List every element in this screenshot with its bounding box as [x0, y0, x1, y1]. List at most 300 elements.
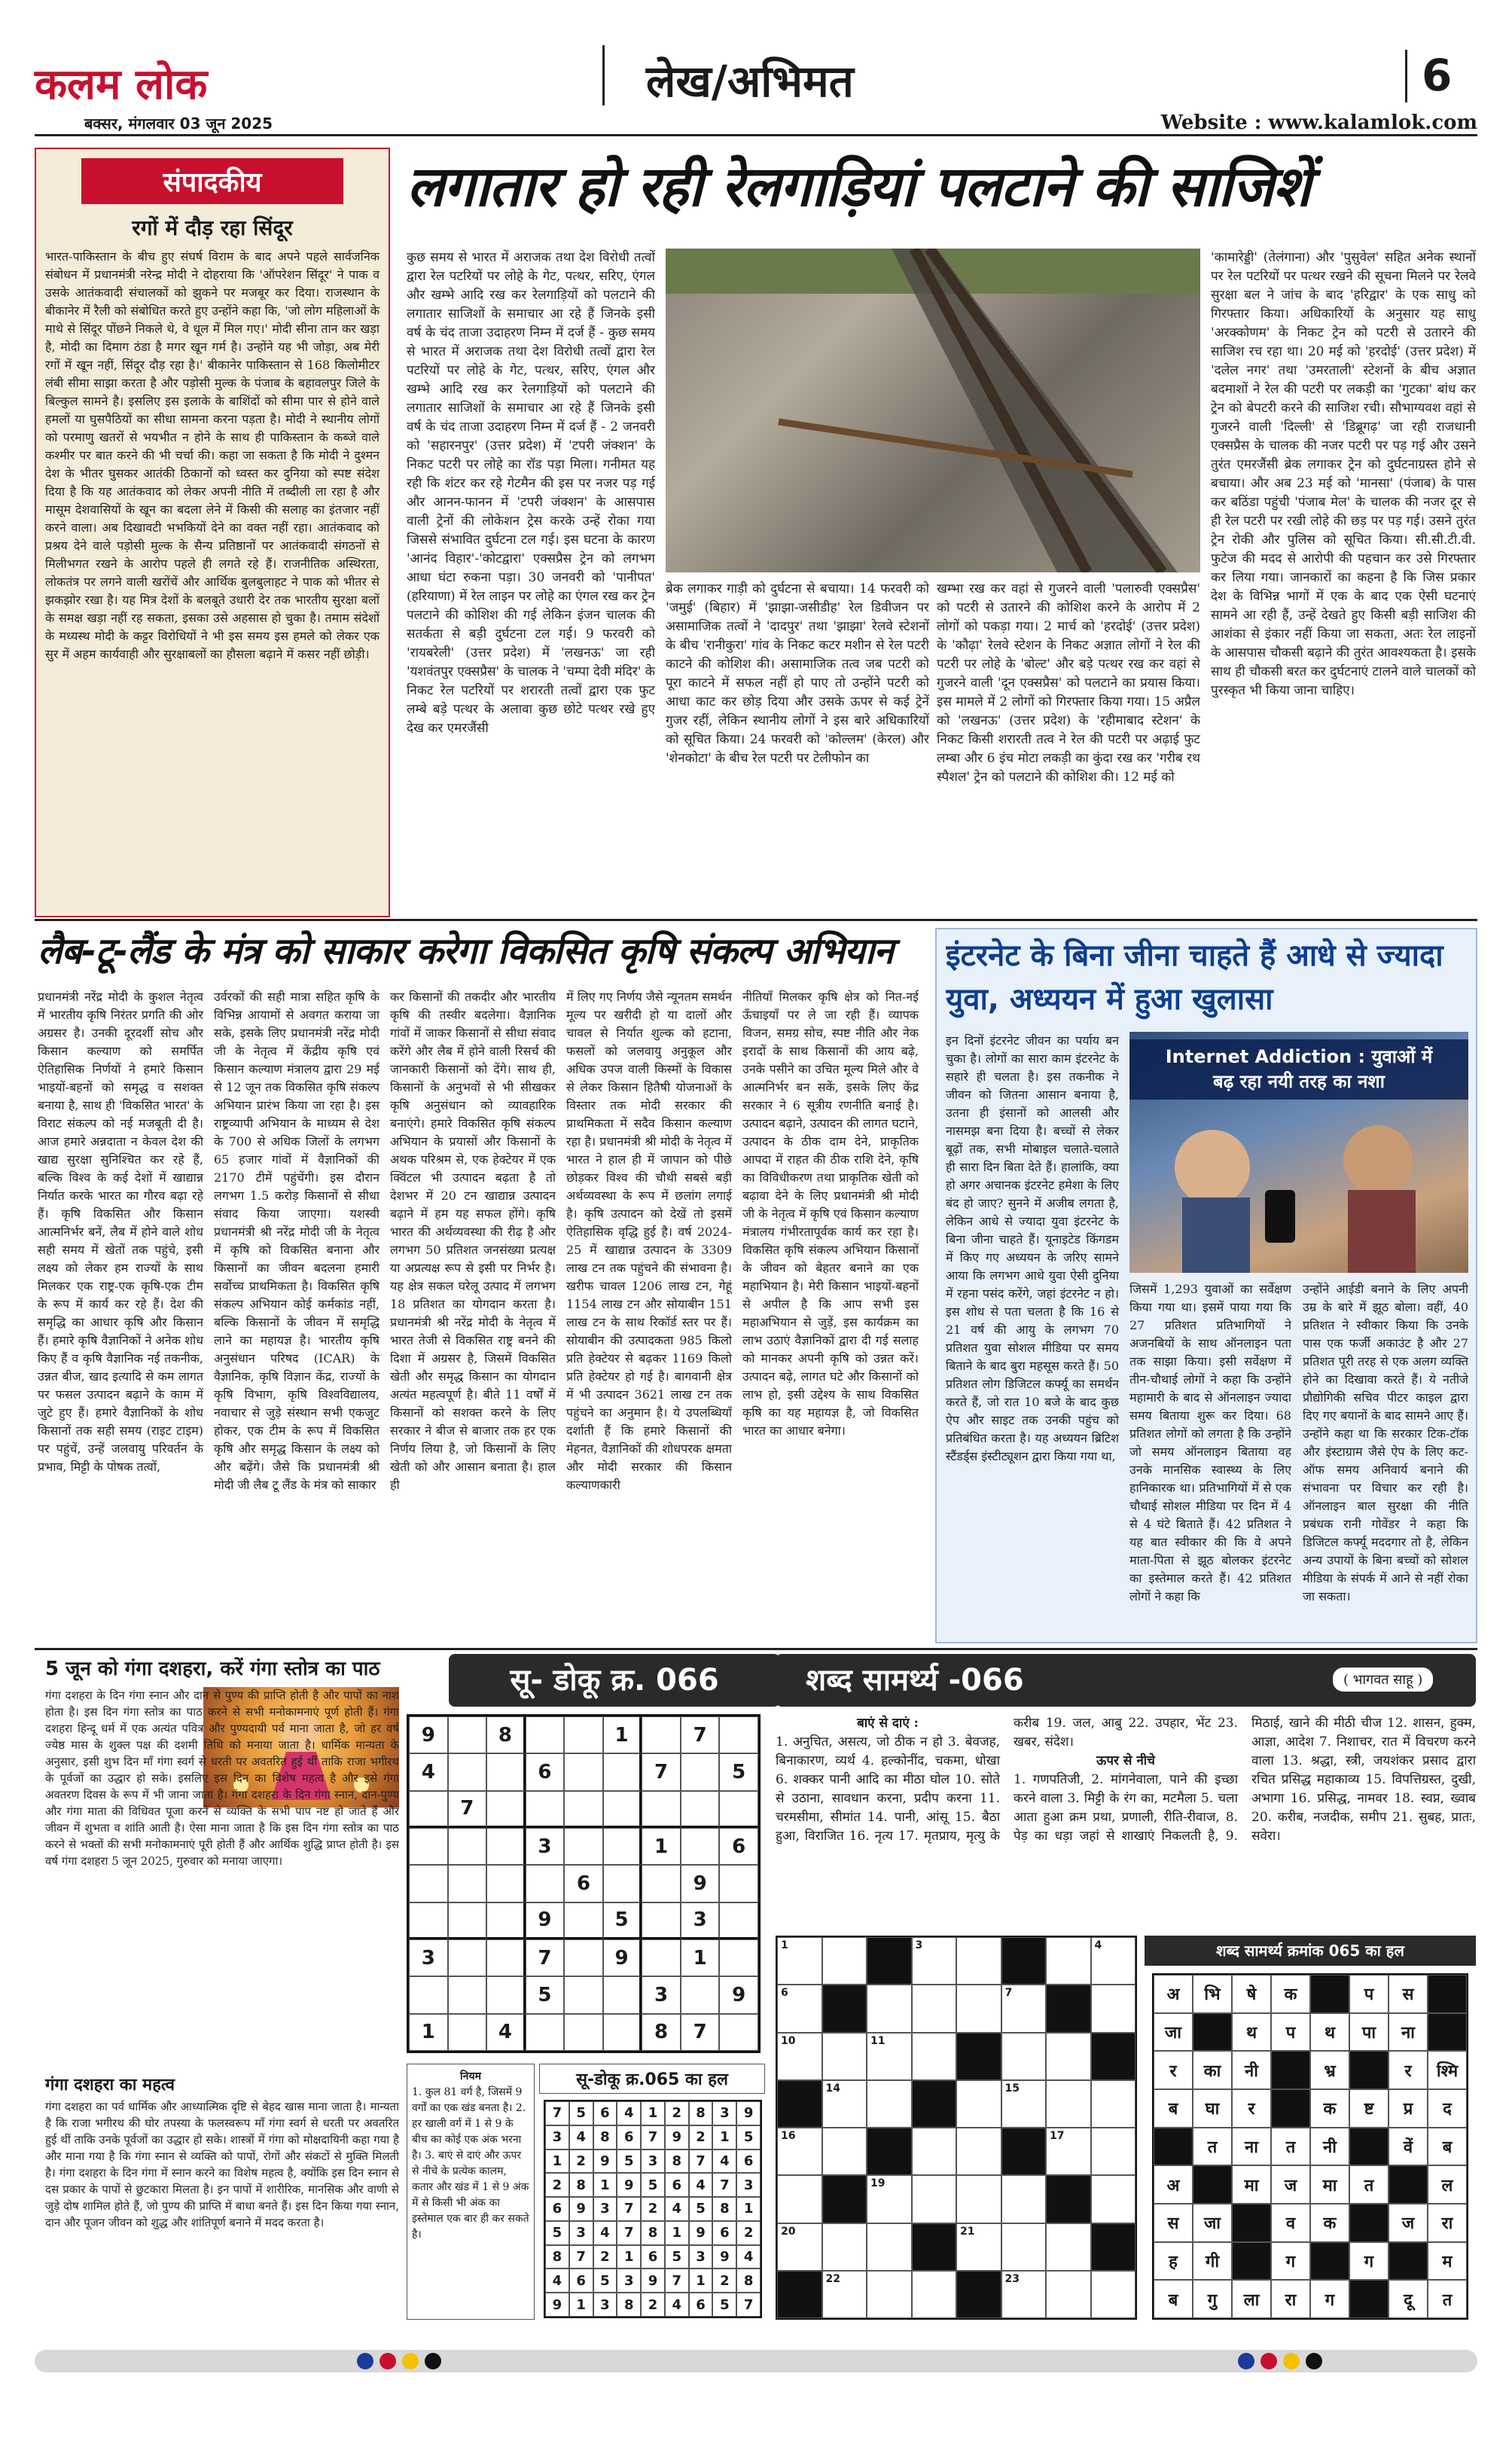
crossword-prev-cell: क — [1310, 2089, 1349, 2128]
sudoku-solution-cell: 2 — [569, 2150, 593, 2174]
sudoku-cell[interactable] — [603, 1865, 642, 1902]
rail-col-3: खम्भा रख कर वहां से गुजरने वाली 'पलारुवी एक्सप्रैस' को पटरी से उतारने की कोशिश करने के आरोप में 2 लोगों को पकड़ा गया। 2 मार्च को 'हरदोई' (उत्तर प्रदेश) के 'कौढ़ा' रेलवे स्टेशन के निकट अज्ञात लोगों ने रेल की पटरी पर लोहे के 'बोल्ट' और बड़े पत्थर रख कर वहां से गुजरने वाली 'दून एक्सप्रैस' को पलटाने का प्रयास किया। इस मामले में 2 लोगों को गिरफ्तार किया गया। 15 अप्रैल को 'लखनऊ' (उत्तर प्रदेश) के 'रहीमाबाद स्टेशन' के निकट किसी शरारती तत्व ने रेल की पटरी पर अढ़ाई फुट लम्बा और 6 इंच मोटा लकड़ी का कुंदा रख कर 'गरीब रथ स्पैशल' ट्रेन को पलटाने की कोशिश की। 12 मई को — [937, 581, 1200, 785]
sudoku-solution-cell: 6 — [617, 2125, 641, 2150]
sudoku-cell[interactable]: 7 — [526, 1939, 565, 1976]
crossword-prev-cell: त — [1193, 2128, 1232, 2166]
sudoku-solution-cell: 1 — [689, 2269, 713, 2293]
sudoku-solution-cell: 8 — [665, 2150, 689, 2174]
crossword-prev-cell: थ — [1310, 2013, 1349, 2052]
sudoku-solution-cell: 8 — [641, 2221, 665, 2245]
sudoku-cell[interactable] — [603, 1828, 642, 1865]
sudoku-cell[interactable] — [409, 1902, 448, 1939]
sudoku-solution-cell: 9 — [617, 2173, 641, 2197]
sudoku-solution-cell: 7 — [617, 2197, 641, 2221]
crossword-prev-cell: ग — [1310, 2280, 1349, 2318]
sudoku-cell[interactable] — [486, 1753, 526, 1790]
sudoku-cell[interactable] — [448, 1976, 487, 2013]
crossword-cell[interactable] — [912, 2175, 957, 2223]
sudoku-solution-cell: 6 — [665, 2173, 689, 2197]
sudoku-rules-title: नियम — [460, 2070, 481, 2082]
sudoku-cell[interactable]: 4 — [486, 2014, 526, 2051]
sudoku-solution-title: सू-डोकू क्र.065 का हल — [539, 2064, 765, 2094]
sudoku-solution-cell: 5 — [569, 2101, 593, 2125]
crossword-cell[interactable]: 11 — [867, 2033, 912, 2080]
sudoku-cell[interactable] — [564, 1976, 603, 2013]
crossword-cell[interactable] — [1091, 2033, 1136, 2080]
sudoku-cell[interactable] — [409, 1976, 448, 2013]
sudoku-solution-cell: 5 — [617, 2150, 641, 2174]
website-link[interactable]: Website : www.kalamlok.com — [1160, 111, 1477, 134]
sudoku-solution-cell: 1 — [545, 2150, 569, 2174]
sudoku-cell[interactable]: 1 — [681, 1939, 720, 1976]
crossword-prev-cell — [1428, 2013, 1467, 2052]
crossword-cell[interactable] — [1001, 2175, 1047, 2223]
sudoku-solution-cell: 5 — [712, 2293, 736, 2317]
crossword-prev-cell — [1232, 2204, 1271, 2242]
crossword-cell[interactable]: 22 — [822, 2271, 867, 2318]
ganga-intro: गंगा दशहरा के दिन गंगा स्नान और दान से पुण्य की प्राप्ति होती है और पापों का नाश होता है। इस दिन गंगा स्तोत्र का पाठ करने से सभी मनोकामनाएं पूर्ण होती हैं। गंगा दशहरा हिन्दू धर्म में एक अत्यंत पवित्र और पुण्यदायी पर्व माना जाता है, जो हर वर्ष ज्येष्ठ मास के शुक्ल पक्ष की दशमी तिथि को मनाया जाता है। धार्मिक मान्यता के अनुसार, इसी शुभ दिन माँ गंगा स्वर्ग से धरती पर अवतरित हुई थीं ताकि राजा भगीरथ के पूर्वजों का उद्धार हो सके। इसलिए इस दिन का विशेष महत्व है और इसे गंगा अवतरण दिवस के रूप में भी जाना जाता है। गंगा दशहरा के दिन गंगा स्नान, दान-पुण्य और गंगा माता की विधिवत पूजा करने से व्यक्ति के सभी पाप नष्ट हो जाते हैं और जीवन में शुभता व शांति आती है। ऐसा माना जाता है कि इस दिन गंगा स्तोत्र का पाठ करने से भक्तों की सभी मनोकामनाएं पूरी होती हैं और आर्थिक शुद्धि प्राप्त होती है। इस वर्ष गंगा दशहरा 5 जून 2025, गुरुवार को मनाया जाएगा। — [45, 1689, 399, 1868]
sudoku-cell[interactable] — [486, 1865, 526, 1902]
sudoku-solution-cell: 8 — [569, 2173, 593, 2197]
crossword-prev-cell: क — [1271, 1975, 1310, 2013]
sudoku-cell[interactable] — [564, 2014, 603, 2051]
sudoku-cell[interactable]: 8 — [642, 2014, 681, 2051]
sudoku-cell[interactable] — [448, 1939, 487, 1976]
sudoku-solution-cell: 6 — [545, 2197, 569, 2221]
crossword-cell[interactable]: 10 — [777, 2033, 822, 2080]
sudoku-cell[interactable]: 1 — [642, 1828, 681, 1865]
crossword-cell[interactable] — [956, 1985, 1001, 2032]
sudoku-solution-cell: 3 — [569, 2221, 593, 2245]
crossword-cell[interactable] — [1001, 2033, 1047, 2080]
crossword-prev-cell: अ — [1154, 2165, 1193, 2204]
crossword-cell[interactable]: 17 — [1046, 2128, 1091, 2175]
rail-track-photo — [666, 249, 1200, 572]
sudoku-solution-cell: 2 — [593, 2245, 617, 2269]
down-clues: 1. गणपतिजी, 2. मांगनेवाला, पाने की इच्छा करने वाला 3. मिट्टी के रंग का, मटमैला 5. चला आता हुआ क्रम प्रथा, प्रणाली, रीति-रीवाज, 8. पेड़ का धड़ा जहां से शाखाएं निकलती है, 9. मिठाई, खाने की मीठी चीज 12. शासन, हुक्म, आज्ञा, आदेश 7. निशाचर, रात में विचरण करने वाला 13. श्रद्धा, स्त्री, जयशंकर प्रसाद द्वारा रचित प्रसिद्ध महाकाव्य 15. विपत्तिग्रस्त, दुखी, अभागा 16. प्रसिद्ध, नामवर 18. स्वप्न, ख्वाब 20. करीब, नजदीक, समीप 21. सुबह, प्रातः, सवेरा। — [1014, 1716, 1476, 1844]
krishi-col-2: उर्वरकों की सही मात्रा सहित कृषि के विभिन्न आयामों से अवगत कराया जा सके, इसके लिए प्रधानमंत्री नरेंद्र मोदी जी के नेतृत्व में केंद्रीय कृषि एवं किसान कल्याण मंत्रालय द्वारा 29 मई से 12 जून तक विकसित कृषि संकल्प अभियान प्रारंभ किया जा रहा है। इस राष्ट्रव्यापी अभियान के माध्यम से देश के 700 से अधिक जिलों के लगभग 65 हजार गांवों में वैज्ञानिकों की 2170 टीमें पहुंचेंगी। इस दौरान लगभग 1.5 करोड़ किसानों से सीधा संवाद किया जाएगा। यशस्वी प्रधानमंत्री श्री नरेंद्र मोदी जी के नेतृत्व में कृषि को विकसित बनाना और किसानों का जीवन बदलना हमारी सर्वोच्च प्राथमिकता है। विकसित कृषि संकल्प अभियान कोई कर्मकांड नहीं, बल्कि किसानों के जीवन में समृद्धि लाने का महायज्ञ है। भारतीय कृषि अनुसंधान परिषद (ICAR) के वैज्ञानिक, कृषि विज्ञान केंद्र, राज्यों के कृषि विभाग, कृषि विश्वविद्यालय, नवाचार से जुड़े संस्थान सभी एकजुट होकर, एक टीम के रूप में विकसित कृषि और समृद्ध किसान के लक्ष्य को और बढ़ेंगे। जैसे कि प्रधानमंत्री श्री मोदी जी लैब टू लैंड के मंत्र को साकार — [214, 990, 380, 1492]
sudoku-cell[interactable]: 3 — [526, 1828, 565, 1865]
crossword-cell[interactable] — [956, 2128, 1001, 2175]
crossword-prev-cell: म — [1428, 2242, 1467, 2281]
crossword-prev-cell: पा — [1349, 2013, 1389, 2052]
ganga-subhead: गंगा दशहरा का महत्व — [45, 2076, 175, 2095]
sudoku-solution-cell: 7 — [641, 2125, 665, 2150]
sudoku-cell[interactable] — [486, 1939, 526, 1976]
sudoku-grid[interactable] — [407, 1714, 761, 2053]
crossword-cell[interactable] — [912, 2128, 957, 2175]
sudoku-solution-cell: 2 — [665, 2101, 689, 2125]
sudoku-cell[interactable]: 9 — [603, 1939, 642, 1976]
sudoku-solution-cell: 2 — [689, 2125, 713, 2150]
sudoku-solution-cell: 9 — [689, 2221, 713, 2245]
sudoku-cell[interactable] — [681, 1753, 720, 1790]
sudoku-solution-cell: 6 — [712, 2221, 736, 2245]
sudoku-cell[interactable] — [448, 1902, 487, 1939]
crossword-cell[interactable]: 23 — [1001, 2271, 1047, 2318]
newspaper-brand: कलम लोक — [35, 60, 208, 109]
sudoku-cell[interactable] — [564, 1791, 603, 1828]
crossword-cell[interactable]: 1 — [777, 1937, 822, 1985]
sudoku-solution-cell: 3 — [712, 2101, 736, 2125]
sudoku-cell[interactable] — [448, 1753, 487, 1790]
crossword-cell[interactable]: 4 — [1091, 1937, 1136, 1985]
crossword-cell[interactable] — [867, 2128, 912, 2175]
crossword-cell[interactable] — [867, 2271, 912, 2318]
sudoku-solution-cell: 9 — [545, 2293, 569, 2317]
crossword-cell[interactable] — [956, 2175, 1001, 2223]
sudoku-cell[interactable] — [642, 1716, 681, 1753]
masthead-rule — [35, 134, 1477, 136]
sudoku-cell[interactable]: 7 — [642, 1753, 681, 1790]
crossword-cell[interactable] — [867, 2080, 912, 2128]
crossword-cell[interactable] — [1091, 1985, 1136, 2032]
crossword-author: ( भागवत साहू ) — [1333, 1667, 1433, 1692]
sudoku-cell[interactable] — [526, 1716, 565, 1753]
crossword-prev-cell: प्र — [1389, 2089, 1428, 2128]
sudoku-cell[interactable]: 3 — [642, 1976, 681, 2013]
crossword-prev-cell — [1389, 2165, 1428, 2204]
sudoku-title: सू- डोकू क्र. 066 — [449, 1654, 780, 1707]
sudoku-cell[interactable]: 5 — [719, 1753, 758, 1790]
sudoku-solution-cell: 1 — [712, 2125, 736, 2150]
sudoku-cell[interactable]: 6 — [719, 1828, 758, 1865]
rail-col-2: ब्रेक लगाकर गाड़ी को दुर्घटना से बचाया। 14 फरवरी को 'जमुई' (बिहार) में 'झाझा-जसीडीह' रेल डिवीजन पर असामाजिक तत्वों ने 'दादपुर' तथा 'झाझा' रेलवे स्टेशनों के बीच 'रानीकुरा' गांव के निकट कटर मशीन से रेल पटरी काटने की कोशिश की। असामाजिक तत्व जब पटरी को पूरा काटने में सफल नहीं हो पाए तो उन्होंने पटरी को आधा काट कर छोड़ दिया और उसके ऊपर से कई ट्रेनें गुजर रहीं, लेकिन स्थानीय लोगों ने इस बारे अधिकारियों को सूचित किया। 24 फरवरी को 'कोल्लम' (केरल) और 'शेनकोटा' के बीच रेल पटरी पर टेलीफोन का — [666, 581, 929, 766]
crossword-cell[interactable] — [777, 2271, 822, 2318]
sudoku-solution-cell: 1 — [665, 2221, 689, 2245]
sudoku-solution-cell: 8 — [593, 2125, 617, 2150]
sudoku-cell[interactable] — [719, 1716, 758, 1753]
crossword-prev-cell: श्मि — [1428, 2051, 1467, 2089]
sudoku-solution-cell: 3 — [617, 2269, 641, 2293]
sudoku-cell[interactable]: 9 — [681, 1865, 720, 1902]
krishi-headline: लैब-टू-लैंड के मंत्र को साकार करेगा विकसित कृषि संकल्प अभियान — [38, 930, 893, 972]
crossword-prev-cell: जा — [1193, 2204, 1232, 2242]
sudoku-cell[interactable]: 5 — [526, 1976, 565, 2013]
sudoku-solution-cell: 4 — [617, 2101, 641, 2125]
crossword-cell[interactable] — [822, 1985, 867, 2032]
crossword-cell[interactable] — [1091, 2271, 1136, 2318]
crossword-prev-cell: द — [1428, 2089, 1467, 2128]
sudoku-cell[interactable] — [564, 1753, 603, 1790]
crossword-cell[interactable] — [1046, 1985, 1091, 2032]
sudoku-solution-cell: 2 — [641, 2197, 665, 2221]
sudoku-cell[interactable] — [526, 2014, 565, 2051]
sudoku-solution-cell: 4 — [665, 2293, 689, 2317]
sudoku-solution-cell: 9 — [712, 2245, 736, 2269]
sudoku-solution-cell: 8 — [712, 2197, 736, 2221]
crossword-prev-cell — [1349, 2051, 1389, 2089]
crossword-cell[interactable] — [822, 2128, 867, 2175]
internet-headline: इंटरनेट के बिना जीना चाहते हैं आधे से ज्यादा युवा, अध्ययन में हुआ खुलासा — [946, 938, 1443, 1017]
sudoku-solution-cell: 3 — [689, 2245, 713, 2269]
crossword-cell[interactable] — [912, 2033, 957, 2080]
crossword-cell[interactable]: 19 — [867, 2175, 912, 2223]
editorial-title: रगों में दौड़ रहा सिंदूर — [132, 215, 293, 240]
crossword-prev-cell: षे — [1232, 1975, 1271, 2013]
across-clues: 1. अनुचित, असत्य, जो ठीक न हो 3. बेवजह, बिनाकारण, व्यर्थ 4. हल्कोनींद, चकमा, धोखा 6. शक्कर पानी आदि का मीठा घोल 10. सोते से उठाना, सावधान करना, प्रदीप करना 11. चरमसीमा, सीमांत 14. पानी, आंसू 15. बैठा हुआ, विराजित 16. नृत्य 17. मृतप्राय, मृत्यु के करीब 19. जल, आबु 22. उपहार, भेंट 23. खबर, संदेश। — [776, 1716, 1238, 1844]
internet-col-3: उन्होंने आईडी बनाने के लिए अपनी उम्र के बारे में झूठ बोला। वहीं, 40 प्रतिशत ने स्वीकार किया कि उनके पास एक फर्जी अकाउंट है और 27 प्रतिशत पूरी तरह से एक अलग व्यक्ति होने का दिखावा करते हैं। ये नतीजे प्रौद्योगिकी सचिव पीटर काइल द्वारा दिए गए बयानों के बाद सामने आए हैं। उन्होंने कहा था कि सरकार टिक-टॉक और इंस्टाग्राम जैसे ऐप के लिए कट-ऑफ समय अनिवार्य बनाने की संभावना पर विचार कर रही है। ऑनलाइन बाल सुरक्षा की नीति प्रबंधक रानी गोवेंडर ने कहा कि डिजिटल कर्फ्यू मददगार तो है, लेकिन अन्य उपायों के बिना बच्चों को सोशल मीडिया के संपर्क में आने से नहीं रोका जा सकता। — [1303, 1282, 1468, 1603]
sudoku-solution-cell: 4 — [665, 2197, 689, 2221]
crossword-cell[interactable] — [1046, 2223, 1091, 2271]
crossword-cell[interactable] — [956, 2033, 1001, 2080]
crossword-prev-cell: ला — [1232, 2280, 1271, 2318]
crossword-cell[interactable] — [867, 1985, 912, 2032]
sudoku-cell[interactable] — [448, 1828, 487, 1865]
crossword-prev-cell: मा — [1232, 2165, 1271, 2204]
crossword-clue-box — [776, 1714, 1476, 1925]
sudoku-solution-cell: 5 — [736, 2125, 761, 2150]
crossword-prev-cell: ज — [1271, 2165, 1310, 2204]
sudoku-cell[interactable] — [603, 2014, 642, 2051]
crossword-prev-cell: ब — [1428, 2128, 1467, 2166]
sudoku-solution-cell: 2 — [712, 2269, 736, 2293]
sudoku-cell[interactable] — [681, 1828, 720, 1865]
crossword-cell[interactable] — [956, 2271, 1001, 2318]
sudoku-cell[interactable] — [564, 1939, 603, 1976]
sudoku-solution-cell: 3 — [593, 2197, 617, 2221]
crossword-cell[interactable] — [1001, 1937, 1047, 1985]
crossword-cell[interactable] — [867, 2223, 912, 2271]
crossword-grid[interactable] — [776, 1936, 1137, 2320]
sudoku-cell[interactable]: 9 — [409, 1716, 448, 1753]
sudoku-cell[interactable]: 7 — [681, 2014, 720, 2051]
sudoku-cell[interactable] — [486, 1791, 526, 1828]
crossword-prev-cell: त — [1428, 2280, 1467, 2318]
crossword-title: शब्द सामर्थ्य -066 — [806, 1663, 1024, 1698]
sudoku-cell[interactable] — [719, 2014, 758, 2051]
sudoku-solution-cell: 7 — [665, 2269, 689, 2293]
crossword-cell[interactable]: 3 — [912, 1937, 957, 1985]
crossword-prev-cell: ना — [1232, 2128, 1271, 2166]
crossword-prev-cell: ल — [1428, 2165, 1467, 2204]
sudoku-cell[interactable]: 6 — [564, 1865, 603, 1902]
crossword-cell[interactable] — [822, 2223, 867, 2271]
krishi-col-1: प्रधानमंत्री नरेंद्र मोदी के कुशल नेतृत्व में भारतीय कृषि निरंतर प्रगति की ओर अग्रसर है। उनकी दूरदर्शी सोच और किसान कल्याण को समर्पित ऐतिहासिक निर्णयों ने हमारे किसान भाइयों-बहनों को समृद्ध व सशक्त बनाया है, साथ ही 'विकसित भारत' के विराट संकल्प को नई मजबूती दी है। आज हमारे अन्नदाता न केवल देश की खाद्य सुरक्षा सुनिश्चित कर रहे हैं, बल्कि विश्व के कई देशों में खाद्यान्न निर्यात करके भारत का गौरव बढ़ा रहे हैं। कृषि विकसित और किसान आत्मनिर्भर बनें, लैब में होने वाले शोध सही समय में खेतों तक पहुंचे, इसी लक्ष्य को लेकर हम राज्यों के साथ मिलकर एक राष्ट्र-एक कृषि-एक टीम के रूप में कार्य कर रहे हैं। देश की समृद्धि का आधार कृषि और किसान हैं। हमारे कृषि वैज्ञानिकों ने अनेक शोध किए हैं व कृषि वैज्ञानिक नई तकनीक, उन्नत बीज, खाद इत्यादि से कम लागत पर फसल उत्पादन बढ़ाने के काम में जुटे हुए हैं। हमारे वैज्ञानिकों के शोध किसानों तक सही समय (राइट टाइम) पर पहुंचें, उन्हें जलवायु परिवर्तन के प्रभाव, मिट्टी के पोषक तत्वों, — [38, 990, 203, 1474]
crossword-prev-cell: ना — [1389, 2013, 1428, 2052]
sudoku-cell[interactable]: 9 — [719, 1976, 758, 2013]
footer-color-dots-left — [354, 2353, 444, 2372]
internet-photo — [1129, 1032, 1468, 1273]
crossword-cell[interactable] — [912, 1985, 957, 2032]
crossword-prev-grid — [1152, 1973, 1468, 2320]
crossword-prev-cell — [1349, 2128, 1389, 2166]
sudoku-solution-cell: 7 — [545, 2101, 569, 2125]
crossword-cell[interactable] — [1001, 2223, 1047, 2271]
crossword-prev-cell: प — [1271, 2013, 1310, 2052]
sudoku-solution-cell: 9 — [593, 2150, 617, 2174]
page-number: 6 — [1422, 50, 1453, 101]
sudoku-cell[interactable]: 7 — [681, 1716, 720, 1753]
sudoku-solution-cell: 4 — [569, 2125, 593, 2150]
sudoku-cell[interactable] — [719, 1939, 758, 1976]
sudoku-cell[interactable] — [642, 1865, 681, 1902]
crossword-cell[interactable]: 15 — [1001, 2080, 1047, 2128]
crossword-cell[interactable] — [956, 1937, 1001, 1985]
sudoku-rules-box — [407, 2064, 535, 2320]
sudoku-cell[interactable] — [564, 1902, 603, 1939]
sudoku-cell[interactable]: 1 — [409, 2014, 448, 2051]
sudoku-cell[interactable]: 4 — [409, 1753, 448, 1790]
crossword-cell[interactable] — [912, 2271, 957, 2318]
crossword-prev-cell: ग — [1271, 2242, 1310, 2281]
sudoku-cell[interactable] — [564, 1828, 603, 1865]
sudoku-cell[interactable] — [409, 1828, 448, 1865]
section-title: लेख/अभिमत — [646, 56, 854, 107]
sudoku-cell[interactable] — [526, 1865, 565, 1902]
krishi-col-4: में लिए गए निर्णय जैसे न्यूनतम समर्थन मूल्य पर खरीदी हो या दालों और चावल से निर्यात शुल्क को हटाना, फसलों को जलवायु अनुकूल और अधिक उपज वाली किस्मों के विकास से लेकर किसान हितैषी योजनाओं के विस्तार तक मोदी सरकार की प्राथमिकता में सदैव किसान कल्याण रहा है। प्रधानमंत्री श्री मोदी के नेतृत्व में भारत ने हाल ही में जापान को पीछे छोड़कर विश्व की चौथी सबसे बड़ी अर्थव्यवस्था के रूप में छलांग लगाई है। कृषि उत्पादन को देखें तो इसमें ऐतिहासिक वृद्धि हुई है। वर्ष 2024-25 में खाद्यान्न उत्पादन के 3309 लाख टन तक पहुंचने की संभावना है। खरीफ चावल 1206 लाख टन, गेहूं 1154 लाख टन और सोयाबीन 151 लाख टन के साथ रिकॉर्ड स्तर पर हैं। सोयाबीन की उत्पादकता 985 किलो प्रति हेक्टेयर से बढ़कर 1169 किलो प्रति हेक्टेयर हो गई है। बागवानी क्षेत्र में भी उत्पादन 3621 लाख टन तक पहुंचने का अनुमान है। ये उपलब्धियाँ दर्शाती हैं कि हमारे किसानों की मेहनत, वैज्ञानिकों की शोधपरक क्षमता और मोदी सरकार की किसान कल्याणकारी — [566, 990, 732, 1492]
crossword-prev-cell — [1428, 1975, 1467, 2013]
crossword-prev-cell — [1154, 2128, 1193, 2166]
sudoku-solution-cell: 6 — [736, 2150, 761, 2174]
sudoku-cell[interactable] — [448, 1865, 487, 1902]
sudoku-cell[interactable] — [448, 1716, 487, 1753]
internet-col-1: इन दिनों इंटरनेट जीवन का पर्याय बन चुका है। लोगों का सारा काम इंटरनेट के सहारे ही चलता है। इस तकनीक ने जीवन को जितना आसान बनाया है, उतना ही इंसानों को आलसी और नासमझ बना दिया है। बच्चों से लेकर बूढ़ों तक, सभी मोबाइल चलाते-चलाते ही सारा दिन बिता देते हैं। हालांकि, क्या हो अगर अचानक इंटरनेट हमेशा के लिए बंद हो जाए? सुनने में अजीब लगता है, लेकिन आधे से ज्यादा युवा इंटरनेट के बिना जीना चाहते हैं। यूनाइटेड किंगडम में किए गए अध्ययन के जरिए सामने आया कि लगभग आधे युवा ऐसी दुनिया में रहना पसंद करेंगे, जहां इंटरनेट न हो। इस शोध से पता चलता है कि 16 से 21 वर्ष की आयु के लगभग 70 प्रतिशत युवा सोशल मीडिया पर समय बिताने के बाद बुरा महसूस करते हैं। 50 प्रतिशत लोग डिजिटल कर्फ्यू का समर्थन करते हैं, जो रात 10 बजे के बाद कुछ ऐप और साइट तक उनकी पहुंच को प्रतिबंधित करता है। यह अध्ययन ब्रिटिश स्टैंडर्ड्स इंस्टीट्यूशन द्वारा किया गया था, — [946, 1033, 1119, 1463]
internet-banner-title: Internet Addiction : युवाओं में — [1165, 1046, 1433, 1067]
sudoku-solution-cell: 7 — [736, 2293, 761, 2317]
sudoku-cell[interactable] — [719, 1865, 758, 1902]
crossword-prev-cell — [1349, 2280, 1389, 2318]
crossword-cell[interactable] — [1001, 2128, 1047, 2175]
crossword-cell[interactable]: 21 — [956, 2223, 1001, 2271]
crossword-cell[interactable] — [912, 2080, 957, 2128]
sudoku-cell[interactable] — [642, 1939, 681, 1976]
sudoku-solution-cell: 4 — [593, 2221, 617, 2245]
crossword-prev-cell: त — [1349, 2165, 1389, 2204]
sudoku-cell[interactable]: 3 — [681, 1902, 720, 1939]
crossword-cell[interactable]: 20 — [777, 2223, 822, 2271]
crossword-cell[interactable] — [1046, 2033, 1091, 2080]
crossword-prev-cell — [1193, 2165, 1232, 2204]
crossword-prev-cell: प — [1349, 1975, 1389, 2013]
crossword-cell[interactable] — [956, 2080, 1001, 2128]
sudoku-solution-cell: 3 — [736, 2173, 761, 2197]
crossword-prev-cell: ग — [1349, 2242, 1389, 2281]
krishi-col-5: नीतियाँ मिलकर कृषि क्षेत्र को नित-नई ऊँचाइयाँ पर ले जा रही हैं। व्यापक विजन, समग्र सोच, स्पष्ट नीति और नेक इरादों के साथ किसानों की आय बढ़े, उनके पसीने का उचित मूल्य मिले और वे आत्मनिर्भर बन सकें, इसके लिए केंद्र सरकार ने 6 सूत्रीय रणनीति बनाई है। उत्पादन बढ़ाने, उत्पादन की लागत घटाने, उत्पादन के ठीक दाम देने, प्राकृतिक आपदा में राहत की ठीक राशि देने, कृषि का विविधीकरण तथा प्राकृतिक खेती को बढ़ावा देने के लिए प्रधानमंत्री श्री मोदी जी के नेतृत्व में कृषि एवं किसान कल्याण मंत्रालय गंभीरतापूर्वक कार्य कर रहा है। विकसित कृषि संकल्प अभियान किसानों के जीवन को बेहतर बनाने का एक महाभियान है। मेरी किसान भाइयों-बहनों से अपील है कि आप सभी इस महाअभियान से जुड़ें, इस कार्यक्रम का लाभ उठाएं वैज्ञानिकों द्वारा दी गई सलाह को मानकर अपनी कृषि को उन्नत करें। उत्पादन बढ़े, लागत घटे और किसानों को लाभ हो, इसी उद्देश्य के साथ विकसित कृषि का यह महायज्ञ है, जो विकसित भारत का आधार बनेगा। — [742, 990, 919, 1438]
sudoku-cell[interactable] — [486, 1902, 526, 1939]
sudoku-solution-cell: 4 — [736, 2245, 761, 2269]
sudoku-solution-cell: 9 — [569, 2197, 593, 2221]
crossword-cell[interactable] — [1046, 2175, 1091, 2223]
footer-color-dots-right — [1235, 2353, 1325, 2372]
crossword-cell[interactable] — [1091, 2128, 1136, 2175]
section-rule — [35, 919, 1477, 921]
sudoku-solution-cell: 3 — [641, 2150, 665, 2174]
sudoku-solution-cell: 6 — [569, 2269, 593, 2293]
sudoku-cell[interactable] — [681, 1976, 720, 2013]
sudoku-solution-cell: 5 — [689, 2197, 713, 2221]
crossword-cell[interactable] — [1091, 2080, 1136, 2128]
crossword-cell[interactable] — [1091, 2175, 1136, 2223]
crossword-prev-cell — [1271, 2051, 1310, 2089]
section-rule-lower — [35, 1648, 1477, 1650]
sudoku-cell[interactable] — [564, 1716, 603, 1753]
crossword-cell[interactable] — [1046, 2271, 1091, 2318]
crossword-prev-cell: र — [1232, 2089, 1271, 2128]
issue-date: बक्सर, मंगलवार 03 जून 2025 — [84, 114, 273, 133]
sudoku-cell[interactable]: 9 — [526, 1902, 565, 1939]
sudoku-cell[interactable] — [642, 1902, 681, 1939]
sudoku-cell[interactable] — [719, 1902, 758, 1939]
sudoku-solution-cell: 7 — [712, 2173, 736, 2197]
crossword-cell[interactable] — [1046, 2080, 1091, 2128]
sudoku-solution-cell: 6 — [689, 2293, 713, 2317]
sudoku-cell[interactable]: 1 — [603, 1716, 642, 1753]
crossword-prev-cell: जा — [1154, 2013, 1193, 2052]
sudoku-cell[interactable]: 8 — [486, 1716, 526, 1753]
crossword-cell[interactable] — [822, 2175, 867, 2223]
ganga-headline: 5 जून को गंगा दशहरा, करें गंगा स्तोत्र का पाठ — [45, 1658, 380, 1680]
sudoku-cell[interactable]: 6 — [526, 1753, 565, 1790]
sudoku-cell[interactable]: 7 — [448, 1791, 487, 1828]
sudoku-cell[interactable] — [448, 2014, 487, 2051]
crossword-prev-cell: ज — [1389, 2204, 1428, 2242]
crossword-cell[interactable] — [867, 1937, 912, 1985]
internet-col-2: जिसमें 1,293 युवाओं का सर्वेक्षण किया गया था। इसमें पाया गया कि 27 प्रतिशत प्रतिभागियों ने अजनबियों के साथ ऑनलाइन पता तक साझा किया। इसी सर्वेक्षण में तीन-चौथाई लोगों ने कहा कि उन्होंने महामारी के बाद से ऑनलाइन ज्यादा समय बिताया शुरू कर दिया। 68 प्रतिशत लोगों को लगता है कि उन्होंने जो समय ऑनलाइन बिताया वह उनके मानसिक स्वास्थ्य के लिए हानिकारक था। प्रतिभागियों में से एक चौथाई सोशल मीडिया पर दिन में 4 से 4 घंटे बिताते हैं। 42 प्रतिशत ने यह बात स्वीकार की कि वे अपने माता-पिता से झूठ बोलकर इंटरनेट का इस्तेमाल करते हैं। 42 प्रतिशत लोगों ने कहा कि — [1129, 1282, 1291, 1603]
sudoku-cell[interactable] — [603, 1976, 642, 2013]
crossword-cell[interactable]: 16 — [777, 2128, 822, 2175]
masthead-divider — [602, 45, 605, 105]
sudoku-cell[interactable] — [526, 1791, 565, 1828]
crossword-prev-cell: ब — [1154, 2280, 1193, 2318]
crossword-cell[interactable]: 14 — [822, 2080, 867, 2128]
crossword-cell[interactable] — [822, 1937, 867, 1985]
crossword-prev-cell — [1349, 2204, 1389, 2242]
crossword-cell[interactable]: 7 — [1001, 1985, 1047, 2032]
crossword-prev-cell: का — [1193, 2051, 1232, 2089]
sudoku-solution-cell: 1 — [569, 2293, 593, 2317]
sudoku-cell[interactable] — [681, 1791, 720, 1828]
crossword-cell[interactable] — [912, 2223, 957, 2271]
across-title: बाएं से दाएं : — [857, 1716, 919, 1731]
down-title: ऊपर से नीचे — [1096, 1753, 1155, 1768]
phone-user-illustration — [1129, 1100, 1468, 1273]
crossword-prev-cell: मा — [1310, 2165, 1349, 2204]
sudoku-solution-cell: 3 — [593, 2293, 617, 2317]
crossword-cell[interactable] — [1046, 1937, 1091, 1985]
crossword-cell[interactable]: 6 — [777, 1985, 822, 2032]
crossword-prev-cell: व — [1271, 2204, 1310, 2242]
sudoku-cell[interactable] — [486, 1976, 526, 2013]
sudoku-solution-cell: 5 — [545, 2221, 569, 2245]
crossword-prev-cell: भ्र — [1310, 2051, 1349, 2089]
sudoku-cell[interactable]: 3 — [409, 1939, 448, 1976]
sudoku-cell[interactable] — [409, 1865, 448, 1902]
sudoku-cell[interactable] — [603, 1753, 642, 1790]
sudoku-rules-text: 1. कुल 81 वर्ग है, जिसमें 9 वर्गों का एक खंड बनता है। 2. हर खाली वर्ग में 1 से 9 के बीच का कोई एक अंक भरना है। 3. बाएं से दाएं और ऊपर से नीचे के प्रत्येक कालम, कतार और खंड में 1 से 9 अंक में से किसी भी अंक का इस्तेमाल एक बार ही कर सकते है। — [412, 2086, 529, 2241]
crossword-cell[interactable] — [777, 2175, 822, 2223]
sudoku-cell[interactable] — [719, 1791, 758, 1828]
sudoku-solution-cell: 2 — [736, 2221, 761, 2245]
crossword-cell[interactable] — [1091, 2223, 1136, 2271]
crossword-prev-cell: दू — [1389, 2280, 1428, 2318]
crossword-prev-cell — [1310, 2242, 1349, 2281]
sudoku-solution-cell: 4 — [689, 2173, 713, 2197]
sudoku-cell[interactable] — [603, 1791, 642, 1828]
sudoku-solution-cell: 8 — [617, 2293, 641, 2317]
sudoku-cell[interactable] — [642, 1791, 681, 1828]
sudoku-cell[interactable]: 5 — [603, 1902, 642, 1939]
crossword-prev-cell: गु — [1193, 2280, 1232, 2318]
sudoku-cell[interactable] — [409, 1791, 448, 1828]
crossword-cell[interactable] — [777, 2080, 822, 2128]
crossword-cell[interactable] — [822, 2033, 867, 2080]
ganga-body: गंगा दशहरा का पर्व धार्मिक और आध्यात्मिक दृष्टि से बेहद खास माना जाता है। मान्यता है कि राजा भगीरथ की घोर तपस्या के फलस्वरूप माँ गंगा स्वर्ग से धरती पर अवतरित हुई थीं ताकि उनके पूर्वजों का उद्धार हो सके। शास्त्रों में गंगा को मोक्षदायिनी कहा गया है और माना गया है कि गंगा स्नान से व्यक्ति को पापों, रोगों और संकटों से मुक्ति मिलती है। गंगा दशहरा के दिन गंगा में स्नान करने का विशेष महत्व है, क्योंकि इस दिन स्नान से दस प्रकार के पापों से छुटकारा मिलता है। इन पापों में शारीरिक, मानसिक और वाणी से जुड़े दोष शामिल होते हैं, जो पुण्य की प्राप्ति में बाधा बनते हैं। इस दिन किया गया स्नान, दान और पूजन जीवन को शुद्ध और शांतिपूर्ण बनाने में मदद करता है। — [45, 2100, 399, 2229]
crossword-prev-cell: नी — [1232, 2051, 1271, 2089]
crossword-prev-cell: ष्ट — [1349, 2089, 1389, 2128]
sudoku-cell[interactable] — [486, 1828, 526, 1865]
sudoku-solution-cell: 1 — [641, 2101, 665, 2125]
